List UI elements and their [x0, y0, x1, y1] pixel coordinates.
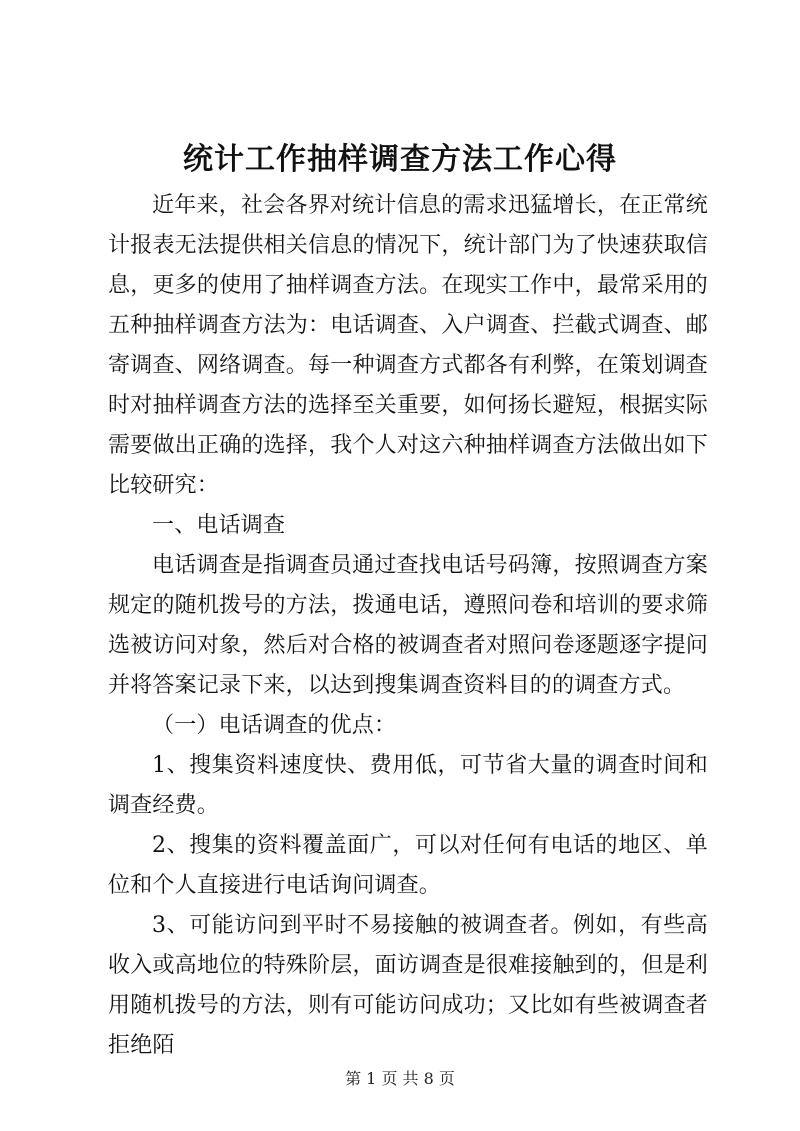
document-body — [108, 186, 708, 1066]
list-item-advantage-2: 2、搜集的资料覆盖面广，可以对任何有电话的地区、单位和个人直接进行电话询问调查。 — [108, 833, 708, 898]
page-footer — [0, 1067, 800, 1091]
document-title: 统计工作抽样调查方法工作心得 — [183, 142, 617, 177]
list-item-advantage-1: 1、搜集资料速度快、费用低，可节省大量的调查时间和调查经费。 — [108, 753, 708, 818]
section-heading-phone-survey: 一、电话调查 — [152, 513, 286, 538]
paragraph-intro: 近年来，社会各界对统计信息的需求迅猛增长，在正常统计报表无法提供相关信息的情况下，统计部门为了快速获取信息，更多的使用了抽样调查方法。在现实工作中，最常采用的五种抽样调查方法为：电话调查、入户调查、拦截式调查、邮寄调查、网络调查。每一种调查方式都各有利弊，在策划调查时对抽样调查方法的选择至关重要，如何扬长避短，根据实际需要做出正确的选择，我个人对这六种抽样调查方法做出如下比较研究： — [108, 193, 708, 498]
paragraph-phone-survey-definition: 电话调查是指调查员通过查找电话号码簿，按照调查方案规定的随机拨号的方法，拨通电话，遵照问卷和培训的要求筛选被访问对象，然后对合格的被调查者对照问卷逐题逐字提问并将答案记录下来，以达到搜集调查资料目的的调查方式。 — [108, 553, 708, 698]
page-number-text: 第 1 页 共 8 页 — [345, 1069, 455, 1088]
list-item-advantage-3: 3、可能访问到平时不易接触的被调查者。例如，有些高收入或高地位的特殊阶层，面访调查是很难接触到的，但是利用随机拨号的方法，则有可能访问成功；又比如有些被调查者拒绝陌 — [108, 913, 708, 1058]
subsection-heading-advantages: （一）电话调查的优点： — [152, 713, 397, 738]
